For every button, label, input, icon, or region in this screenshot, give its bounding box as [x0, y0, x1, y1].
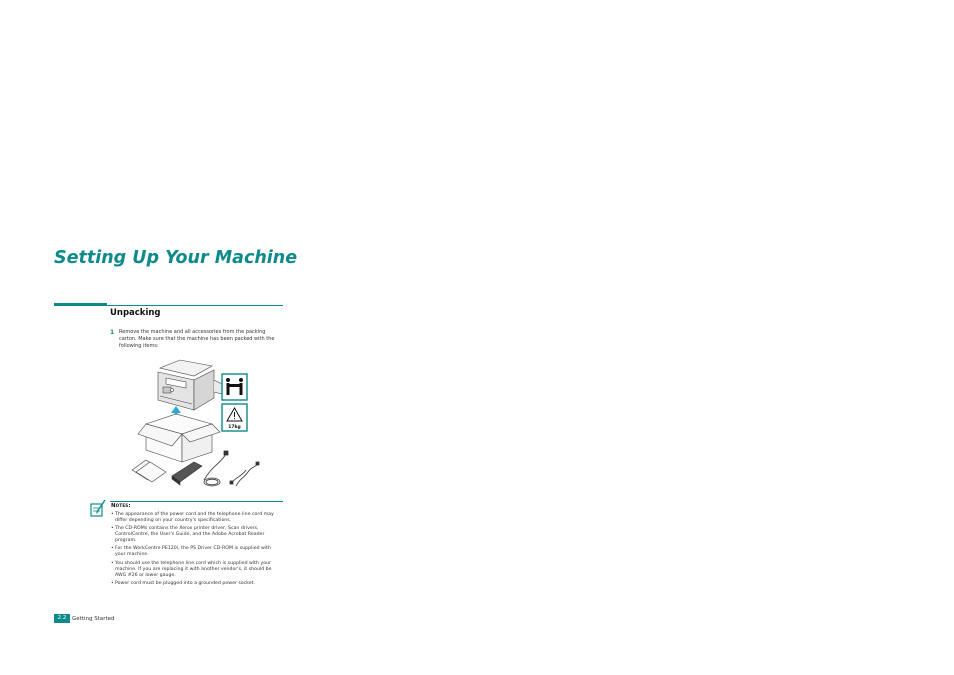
- note-item: • The CD-ROMs contains the Xerox printer driver, Scan drivers, ControlCentre, the User's Guide, and the Adobe Acrobat Reader program.: [111, 526, 283, 544]
- packing-box-image: [138, 414, 220, 462]
- toner-cartridge-image: [172, 462, 202, 485]
- multifunction-printer-image: [158, 360, 222, 410]
- footer-chapter-label: Getting Started: [72, 616, 115, 622]
- step-number: 1: [110, 329, 115, 336]
- note-item: • For the WorkCentre PE120i, the PS Driver CD-ROM is supplied with your machine.: [111, 546, 283, 558]
- weight-label: 17kg: [228, 425, 241, 430]
- telephone-line-cord-image: [230, 462, 259, 486]
- page-number-badge: 2.2: [54, 614, 70, 623]
- package-contents-illustration: [128, 354, 264, 494]
- warning-triangle-icon: [222, 404, 247, 431]
- note-item: • The appearance of the power cord and the telephone line cord may differ depending on your country's specifications.: [111, 512, 283, 524]
- section-rule-accent: [54, 303, 107, 306]
- notes-heading: Notes:: [111, 503, 131, 509]
- note-pencil-icon: [89, 498, 107, 518]
- section-title: Unpacking: [110, 308, 161, 318]
- cd-rom-image: [132, 460, 166, 482]
- power-cord-image: [204, 451, 228, 486]
- notes-list: [111, 512, 283, 589]
- notes-rule: [110, 501, 283, 502]
- note-item: • Power cord must be plugged into a grounded power socket.: [111, 581, 283, 587]
- note-item: • You should use the telephone line cord which is supplied with your machine. If you are replacing it with another vendor's, it should be AWG #26 or lower gauge.: [111, 561, 283, 579]
- two-person-lift-icon: [222, 374, 247, 400]
- chapter-title: Setting Up Your Machine: [54, 248, 298, 268]
- section-rule: [107, 305, 283, 306]
- step-text: Remove the machine and all accessories from the packing carton. Make sure that the machine has been packed with the following items:: [119, 329, 275, 349]
